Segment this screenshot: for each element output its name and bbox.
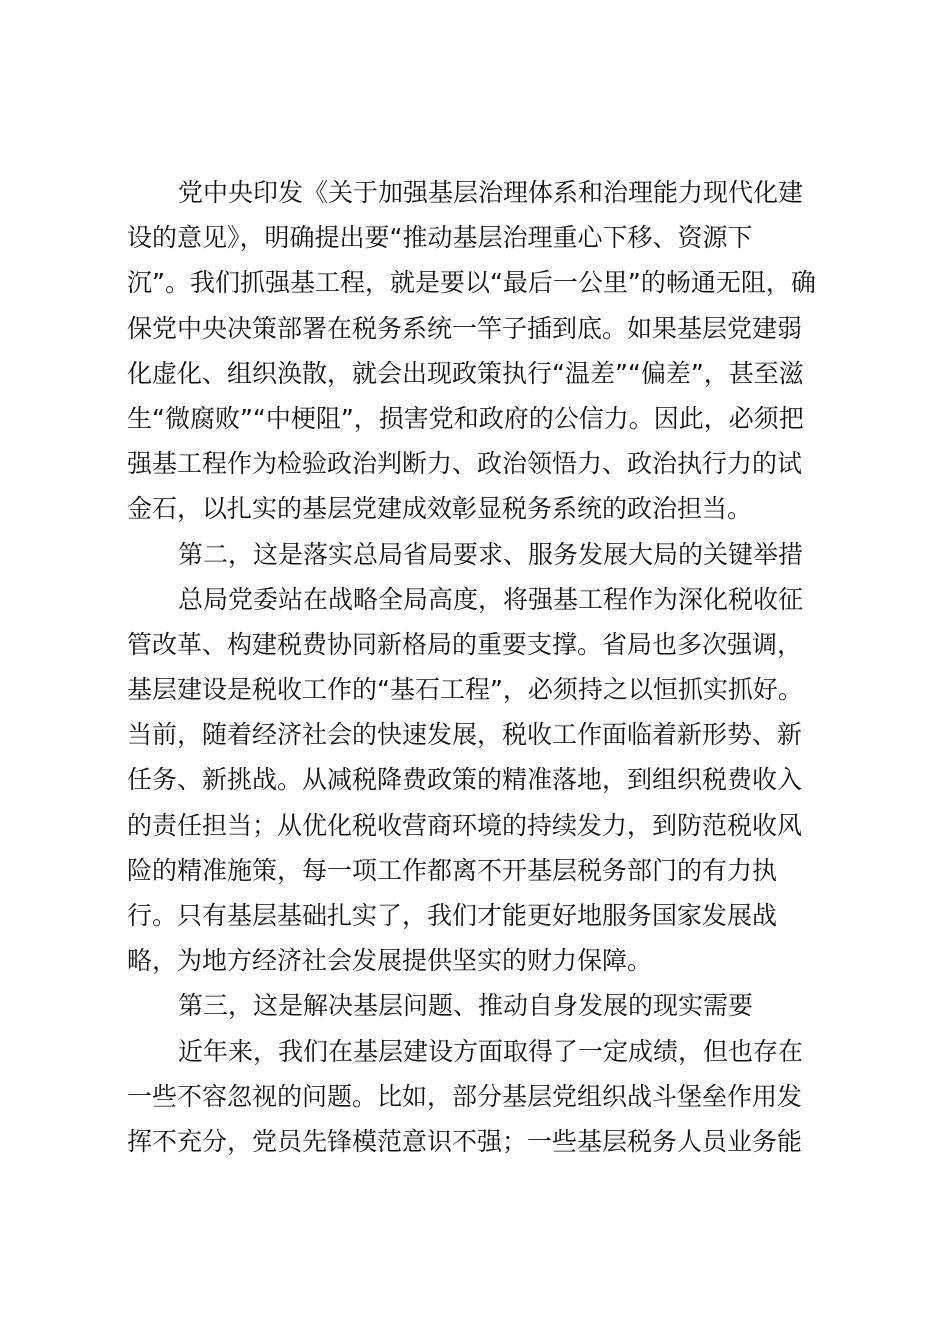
paragraph-2 bbox=[127, 577, 847, 984]
text-line: 近年来，我们在基层建设方面取得了一定成绩，但也存在 bbox=[178, 1036, 804, 1066]
section-heading-2: 第二，这是落实总局省局要求、服务发展大局的关键举措 bbox=[178, 539, 804, 569]
text-line: 设的意见》，明确提出要“推动基层治理重心下移、资源下 bbox=[127, 223, 753, 253]
text-line: 略，为地方经济社会发展提供坚实的财力保障。 bbox=[127, 946, 653, 976]
paragraph-3 bbox=[127, 1029, 847, 1165]
text-line: 管改革、构建税费协同新格局的重要支撑。省局也多次强调， bbox=[127, 629, 803, 659]
text-line: 保党中央决策部署在税务系统一竿子插到底。如果基层党建弱 bbox=[127, 313, 803, 343]
section-heading-3: 第三，这是解决基层问题、推动自身发展的现实需要 bbox=[178, 991, 754, 1021]
text-line: 基层建设是税收工作的“基石工程”，必须持之以恒抓实抓好。 bbox=[127, 675, 803, 705]
text-line: 挥不充分，党员先锋模范意识不强；一些基层税务人员业务能 bbox=[127, 1126, 803, 1156]
text-line: 化虚化、组织涣散，就会出现政策执行“温差”“偏差”，甚至滋 bbox=[127, 358, 804, 388]
text-line: 金石，以扎实的基层党建成效彰显税务系统的政治担当。 bbox=[127, 494, 753, 524]
text-line: 党中央印发《关于加强基层治理体系和治理能力现代化建 bbox=[178, 178, 804, 207]
text-line: 险的精准施策，每一项工作都离不开基层税务部门的有力执 bbox=[127, 855, 778, 885]
paragraph-1 bbox=[127, 170, 847, 532]
text-line: 任务、新挑战。从减税降费政策的精准落地，到组织税费收入 bbox=[127, 765, 803, 795]
text-line: 总局党委站在战略全局高度，将强基工程作为深化税收征 bbox=[178, 584, 804, 614]
text-line: 当前，随着经济社会的快速发展，税收工作面临着新形势、新 bbox=[127, 720, 803, 750]
text-line: 生“微腐败”“中梗阻”，损害党和政府的公信力。因此，必须把 bbox=[127, 403, 804, 433]
text-line: 行。只有基层基础扎实了，我们才能更好地服务国家发展战 bbox=[127, 901, 778, 930]
text-line: 一些不容忽视的问题。比如，部分基层党组织战斗堡垒作用发 bbox=[127, 1081, 803, 1111]
text-line: 强基工程作为检验政治判断力、政治领悟力、政治执行力的试 bbox=[127, 449, 803, 479]
body-text bbox=[127, 170, 847, 1164]
text-line: 沉”。我们抓强基工程，就是要以“最后一公里”的畅通无阻，确 bbox=[127, 268, 816, 298]
text-line: 的责任担当；从优化税收营商环境的持续发力，到防范税收风 bbox=[127, 810, 803, 840]
